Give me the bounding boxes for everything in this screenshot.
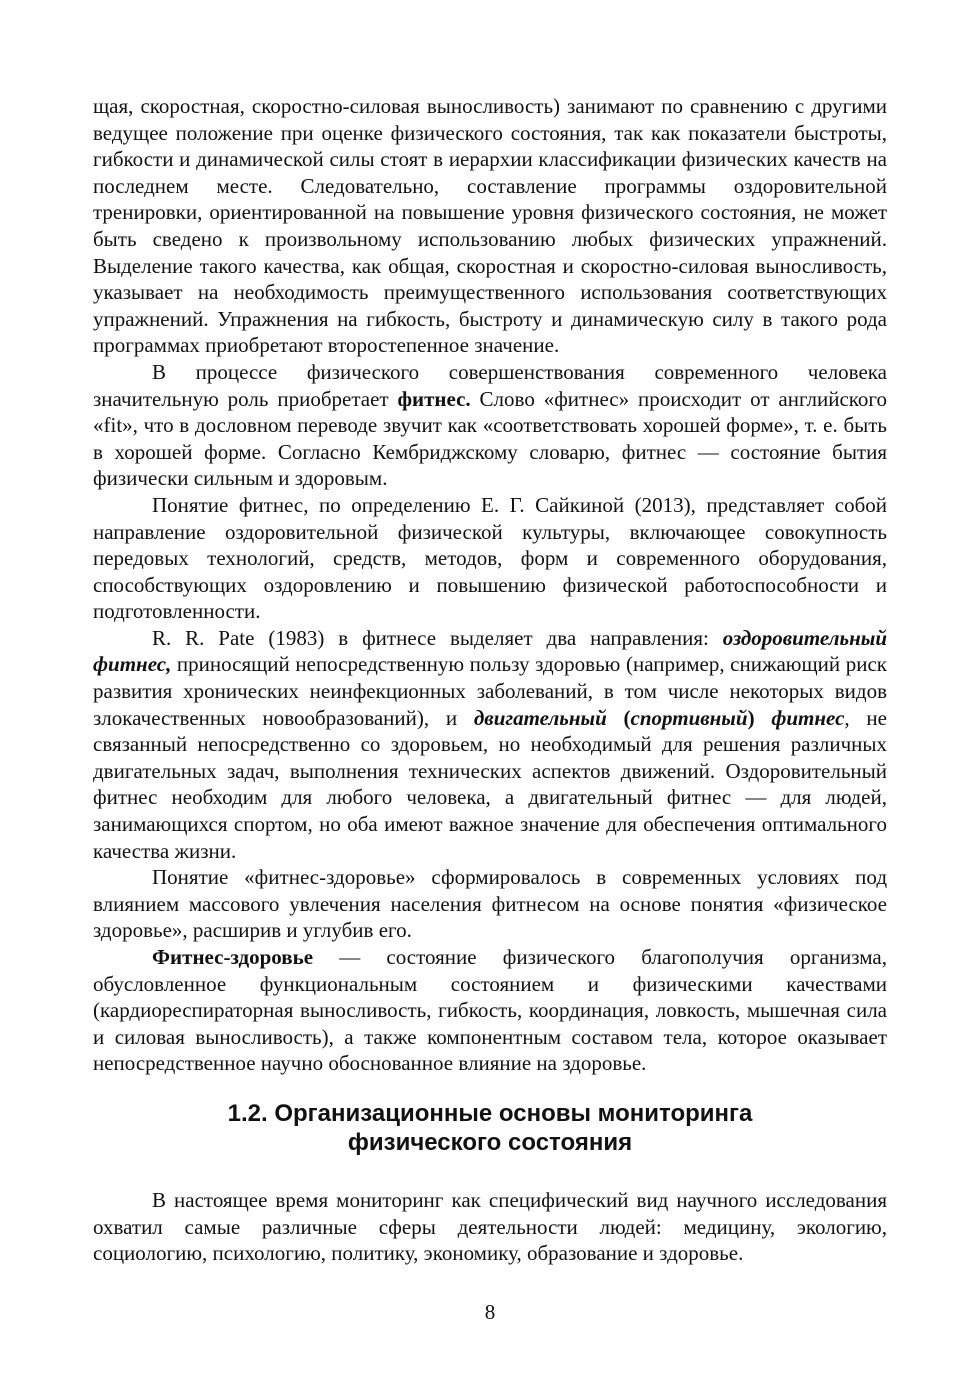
paragraph-2-before: В процессе физического совершенствования современного человека значительную роль приобретает	[93, 359, 887, 411]
paragraph-4-part-2: приносящий непосредственную пользу здоровью (например, снижающий риск развития хронических неинфекционных заболеваний, в том числе некоторых видов злокачественных новообразований), и	[93, 652, 887, 730]
paragraph-4	[93, 625, 887, 864]
paragraph-6-text: — состояние физического благополучия организма, обусловленное функциональным состоянием и физическими качествами (кардиореспираторная выносливость, гибкость, координация, ловкость, мышечная сила и силовая выносливость), а также компонентным составом тела, которое оказывает непосредственное научно обоснованное влияние на здоровье.	[93, 945, 887, 1076]
section-heading	[93, 1099, 887, 1157]
term-sport: спортивный	[630, 705, 748, 730]
paragraph-1: щая, скоростная, скоростно-силовая выносливость) занимают по сравнению с другими ведущее положение при оценке физического состояния, так как показатели быстроты, гибкости и динамической силы стоят в иерархии классификации физических качеств на последнем месте. Следовательно, составление программы оздоровительной тренировки, ориентированной на повышение уровня физического состояния, не может быть сведено к произвольному использованию любых физических упражнений. Выделение такого качества, как общая, скоростная и скоростно-силовая выносливость, указывает на необходимость преимущественного использования соответствующих упражнений. Упражнения на гибкость, быстроту и динамическую силу в такого рода программах приобретают второстепенное значение.	[93, 94, 887, 358]
term-fitness-health: Фитнес-здоровье	[152, 945, 314, 969]
term-motor: двигательный	[473, 705, 607, 730]
page-number: 8	[484, 1300, 496, 1324]
paragraph-5: Понятие «фитнес-здоровье» сформировалось в современных условиях под влиянием массового увлечения населения фитнесом на основе понятия «физическое здоровье», расширив и углубив его.	[93, 865, 887, 943]
paragraph-4-part-3: , не связанный непосредственно со здоровьем, но необходимый для решения различных двигательных задач, выполнения технических аспектов движений. Оздоровительный фитнес необходим для любого человека, а двигательный фитнес — для людей, занимающихся спортом, но оба имеют важное значение для обеспечения оптимального качества жизни.	[93, 705, 887, 863]
term-motor-fitness: фитнес	[771, 705, 845, 730]
section-heading-line-2: физического состояния	[347, 1128, 633, 1156]
paragraph-7: В настоящее время мониторинг как специфический вид научного исследования охватил самые различные сферы деятельности людей: медицину, экологию, социологию, психологию, политику, экономику, образование и здоровье.	[93, 1187, 887, 1266]
term-fitness: фитнес.	[397, 386, 471, 411]
paragraph-3: Понятие фитнес, по определению Е. Г. Сайкиной (2013), представляет собой направление оздоровительной физической культуры, включающее совокупность передовых технологий, средств, методов, форм и современного оборудования, способствующих оздоровлению и повышению физической работоспособности и подготовленности.	[93, 492, 887, 624]
paragraph-4-part-1: R. R. Pate (1983) в фитнесе выделяет два направления:	[152, 625, 723, 650]
page-body	[93, 93, 887, 1267]
paragraph-6	[93, 944, 887, 1077]
section-heading-line-1: 1.2. Организационные основы мониторинга	[227, 1099, 753, 1127]
paragraph-2	[93, 359, 887, 492]
term-health-fitness: оздоровительный фитнес,	[93, 625, 887, 677]
term-bracket-open: (	[606, 705, 631, 730]
paragraph-2-after: Слово «фитнес» происходит от английского «fit», что в дословном переводе звучит как «соответствовать хорошей форме», т. е. быть в хорошей форме. Согласно Кембриджскому словарю, фитнес — состояние бытия физически сильным и здоровым.	[93, 386, 887, 491]
term-bracket-close: )	[747, 705, 772, 730]
